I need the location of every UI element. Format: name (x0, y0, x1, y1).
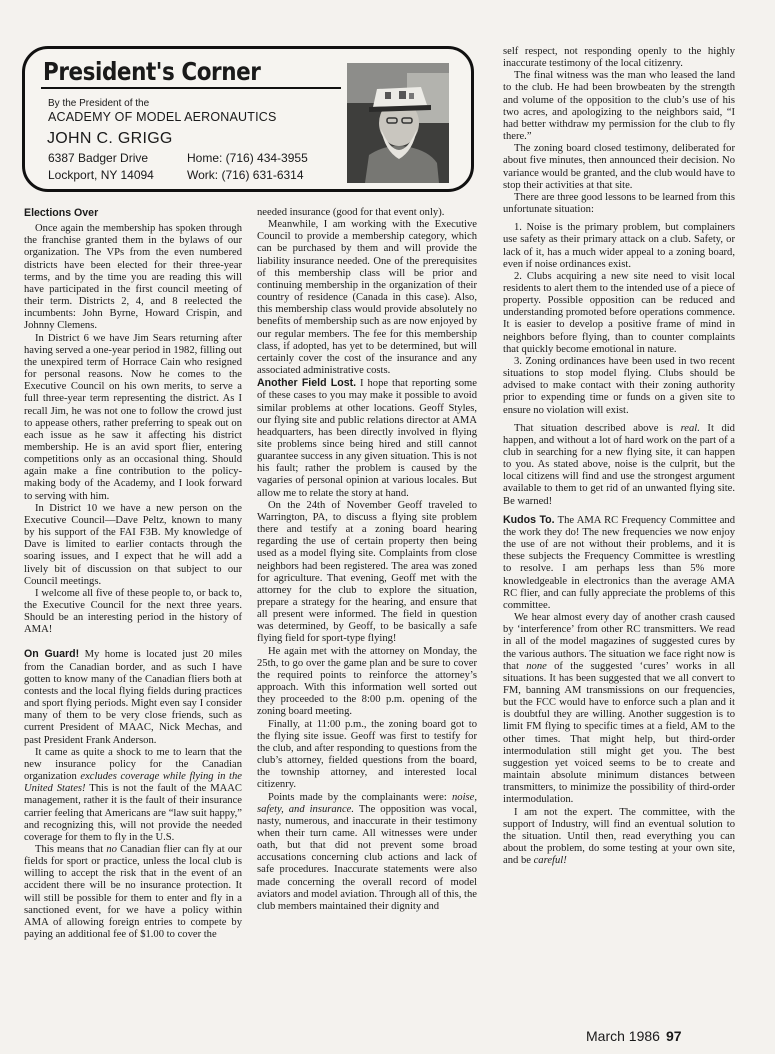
author-name: JOHN C. GRIGG (47, 130, 173, 147)
portrait-illustration (347, 63, 449, 183)
issue-date: March 1986 (586, 1028, 660, 1044)
paragraph: That situation described above is real. It did happen, and without a lot of hard work on the part of a club in searching for a new flying site, it can happen to you. As stated above, noise is the culprit, but the local citizens will find and use the strongest argument available to them to get rid of an unwanted flying site. Be warned! (503, 422, 735, 507)
article-column-2 (257, 207, 477, 913)
paragraph: Finally, at 11:00 p.m., the zoning board got to the flying site issue. Geoff was first to testify for the club, and after responding to questions from the club’s attorney, fielded questions from the board, the township attorney, and interested local citizenry. (257, 718, 477, 791)
column-title: President's Corner (43, 57, 261, 86)
paragraph: The zoning board closed testimony, deliberated for about five minutes, then announced their decision. No variance would be granted, and the club would have to stop their activities at that site. (503, 143, 735, 191)
presidents-corner-header (22, 46, 474, 192)
paragraph: The final witness was the man who leased the land to the club. He had been browbeaten by the strength and volume of the opposition to the club’s use of his two acres, and apologizing to the neighbors said, “I had better withdraw my permission for the club to fly there.” (503, 70, 735, 143)
title-rule (41, 87, 341, 89)
by-line: By the President of the (48, 98, 150, 109)
paragraph-on-guard: On Guard! My home is located just 20 miles from the Canadian border, and as such I have gotten to know many of the Canadian fliers both at contests and the local flying fields during practices and sport flying periods. Might even say I consider many of them to be very close friends, such as current President of MAAC, Nick Mechas, and past President Frank Anderson. (24, 648, 242, 746)
paragraph: I welcome all five of these people to, or back to, the Executive Council for the next three years. Should be an interesting period in the history of AMA! (24, 587, 242, 636)
paragraph: On the 24th of November Geoff traveled to Warrington, PA, to discuss a flying site problem there and testify at a zoning board hearing regarding the use of certain property then being used as a model flying site. Complaints from close neighbors had been registered. The area was zoned for agriculture. That evening, Geoff met with the attorney for the club to explore the situation, prepare a strategy for the hearing, and ensure that all present were informed. The field in question was determined, by Geoff, to be basically a safe flying field for sport-type flying! (257, 499, 477, 645)
lesson-1: 1. Noise is the primary problem, but complainers use safety as their primary attack on a club. Safety, or lack of it, has a much wider appeal to a zoning board, even if noise ordinances exist. (503, 222, 735, 270)
paragraph: In District 10 we have a new person on the Executive Council—Dave Peltz, known to many by his support of the FAI F3B. My knowledge of Dave is limited to earlier contacts through the soaring issues, and I expect that he will add a lively bit of discussion on that subject to our Council meetings. (24, 502, 242, 587)
section-lead-kudos: Kudos To. (503, 513, 555, 526)
section-lead-another-field-lost: Another Field Lost. (257, 377, 357, 390)
paragraph: Once again the membership has spoken through the franchise granted them in the bylaws of our organization. The VPs from the even numbered districts have been elected for their three-year terms, and by the time you are reading this will have participated in the first council meeting of their term. Districts 2, 4, and 8 reelected the incumbents: John Byrne, Howard Crispin, and Johnny Clemens. (24, 223, 242, 332)
paragraph: In District 6 we have Jim Sears returning after having served a one-year period in 1982, filling out the unexpired term of Horrace Cain who resigned for personal reasons. Now he comes to the Executive Council on his own merits, to serve a full three-year term representing the district. As I recall Jim, he was not one to follow the crowd just to appease others, rather preferring to speak out on each issue as he saw it affecting his district membership. He is an avid sport flier, entering competitions only as an occasional thing. Should again make a fine contribution to the policy-making body of the Academy, and I look forward to serving with him. (24, 332, 242, 502)
lesson-2: 2. Clubs acquiring a new site need to visit local residents to alert them to the intended use of a piece of property. Possible opposition can be reduced and understanding promoted before operations commence. It is easier to develop a positive frame of mind in neighbors before flying, than to counter complaints that quickly become emotional in nature. (503, 270, 735, 355)
organization-name: ACADEMY OF MODEL AERONAUTICS (48, 110, 277, 124)
paragraph-kudos: Kudos To. The AMA RC Frequency Committee and the work they do! The new frequencies we now enjoy the use of are not without their problems, and it is these subjects the Frequency Committee is wrestling to resolve. I am perhaps less than 5% more knowledgeable in electronics than the average AMA RC flier, and can fully appreciate the problems of this committee. (503, 513, 735, 611)
paragraph: We hear almost every day of another crash caused by ‘interference’ from other RC transmitters. We read in all of the model magazines of suggested cures by the various authors. The situation we face right now is that none of the suggested ‘cures’ works in all situations. It has been suggested that we all convert to FM, banning AM transmissions on our frequencies, but the FCC would have to enforce such a plan and it is doubtful they are willing. Another suggestion is to limit FM flying to specific times at a field, AM to the other times. That might help, but third-order intermodulation still might get you. The best suggestion yet voiced seems to be to create and maintain absolute minimum distances between transmitters, to minimize the possibility of third-order intermodulation. (503, 612, 735, 806)
paragraph-another-field-lost: Another Field Lost. I hope that reporting some of these cases to you may make it possible to avoid similar problems at other locations. Geoff Styles, our flying site and public relations director at AMA headquarters, has been directly involved in flying site problems since being hired and still cannot guarantee success in any given situation. This is not his fault; rather the problem is caused by the vagaries of personal opinion at various locales. But allow me to relate the story at hand. (257, 377, 477, 499)
paragraph: There are three good lessons to be learned from this unfortunate situation: (503, 191, 735, 216)
section-lead-on-guard: On Guard! (24, 648, 80, 661)
lesson-3: 3. Zoning ordinances have been used in two recent situations to stop model flying. Clubs should be advised to make contact with their zoning authority prior to expending time or funds on a given site to ensure no violation will exist. (503, 355, 735, 416)
paragraph: I am not the expert. The committee, with the support of Industry, will find an eventual solution to the situation. Until then, read everything you can about the problem, do some testing at your own site, and be careful! (503, 806, 735, 867)
paragraph: This means that no Canadian flier can fly at our fields for sport or practice, unless the local club is willing to accept the risk that in the event of an accident there will be no insurance protection. It will still be possible for them to enter and fly in a sanctioned event, for we have a policy within AMA of allowing foreign entries to compete by paying an additional fee of $1.00 to cover the (24, 843, 242, 941)
address-city: Lockport, NY 14094 (48, 168, 154, 182)
author-portrait-photo (347, 63, 449, 183)
paragraph: It came as quite a shock to me to learn that the new insurance policy for the Canadian organization excludes coverage while flying in the United States! This is not the fault of the MAAC management, rather it is the fault of their insurance carrier feeling that Americans are “law suit happy,” and recognizing this, will not provide the needed coverage for them to fly in the U.S. (24, 746, 242, 843)
paragraph: Meanwhile, I am working with the Executive Council to provide a membership category, which can be purchased by them and will provide the liability insurance needed. One of the prerequisites of this membership class will be prior and continuing membership in the organization of their country of residence (Canada in this case). Also, this membership class would provide absolutely no benefits of membership such as are now enjoyed by our regular members. The fee for this membership class, if adopted, has yet to be determined, but will certainly cover the cost of the insurance and any associated administrative costs. (257, 219, 477, 377)
address-street: 6387 Badger Drive (48, 151, 149, 165)
section-heading-elections: Elections Over (24, 207, 99, 219)
page-number: 97 (665, 1028, 682, 1044)
article-column-3 (503, 46, 735, 867)
paragraph: self respect, not responding openly to the highly inaccurate testimony of the local citizenry. (503, 46, 735, 70)
paragraph: needed insurance (good for that event only). (257, 207, 445, 218)
work-phone: Work: (716) 631-6314 (187, 168, 304, 182)
paragraph: He again met with the attorney on Monday, the 25th, to go over the game plan and be sure to cover the required points to reinforce the attorney’s approach. With this information well sorted out they proceeded to the 8:00 p.m. opening of the zoning board meeting. (257, 645, 477, 718)
page-footer (586, 1028, 682, 1044)
home-phone: Home: (716) 434-3955 (187, 151, 308, 165)
article-column-1 (24, 207, 242, 941)
paragraph: Points made by the complainants were: noise, safety, and insurance. The opposition was vocal, nasty, numerous, and inaccurate in their testimony when their turn came. All witnesses were under oath, but that did not prevent some broad accusations concerning club actions and lack of safe procedures. Inaccurate statements were also made concerning the overall record of model aviators and model aviation. Through all of this, the club members maintained their dignity and (257, 791, 478, 912)
